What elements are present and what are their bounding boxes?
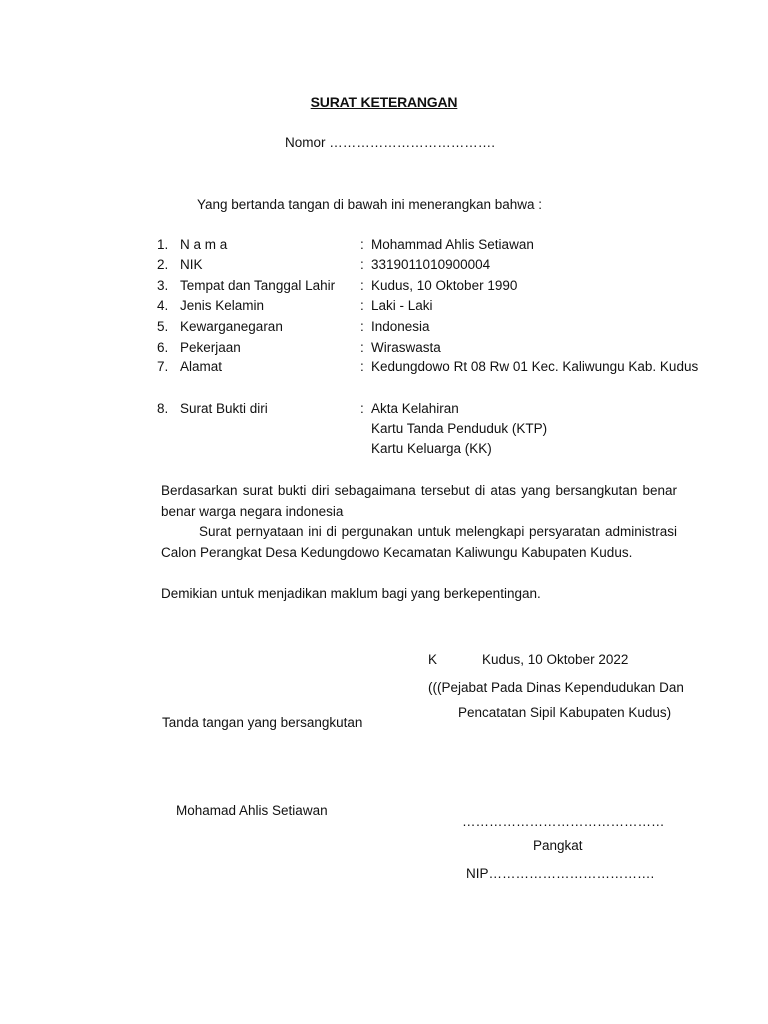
row-colon: : — [360, 340, 364, 355]
data-row — [157, 278, 717, 298]
paragraph-purpose: Surat pernyataan ini di pergunakan untuk melengkapi persyaratan administrasi Calon Perangkat Desa Kedungdowo Kecamatan Kaliwungu Kabupaten Kudus. — [161, 524, 677, 560]
data-row — [157, 237, 717, 257]
row-colon: : — [360, 359, 364, 374]
row-colon: : — [360, 237, 364, 252]
row-colon: : — [360, 257, 364, 272]
signatory-name: Mohamad Ahlis Setiawan — [176, 803, 328, 818]
row-number: 8. — [157, 401, 169, 416]
row-number: 2. — [157, 257, 169, 272]
row-colon: : — [360, 278, 364, 293]
signature-label-left: Tanda tangan yang bersangkutan — [162, 715, 363, 730]
row-number: 1. — [157, 237, 169, 252]
row-colon: : — [360, 319, 364, 334]
data-row — [157, 298, 717, 318]
row-value: Kudus, 10 Oktober 1990 — [371, 278, 518, 293]
row-label: Surat Bukti diri — [180, 401, 268, 416]
proof-value-2: Kartu Tanda Penduduk (KTP) — [371, 421, 548, 436]
paragraph-basis: Berdasarkan surat bukti diri sebagaimana tersebut di atas yang bersangkutan benar benar warga negara indonesia — [161, 483, 677, 519]
row-number: 7. — [157, 359, 169, 374]
row-colon: : — [360, 298, 364, 313]
row-label: NIK — [180, 257, 203, 272]
row-label: Pekerjaan — [180, 340, 241, 355]
official-title-line1: (((Pejabat Pada Dinas Kependudukan Dan — [428, 680, 684, 695]
place-prefix: K — [428, 652, 438, 667]
proof-row — [157, 421, 717, 441]
official-title-line2: Pencatatan Sipil Kabupaten Kudus) — [458, 705, 672, 720]
row-value: Kedungdowo Rt 08 Rw 01 Kec. Kaliwungu Kab. Kudus — [371, 359, 699, 374]
row-colon: : — [360, 401, 364, 416]
data-row — [157, 319, 717, 339]
row-value: Indonesia — [371, 319, 430, 334]
place-date: Kudus, 10 Oktober 2022 — [482, 652, 629, 667]
row-value: Mohammad Ahlis Setiawan — [371, 237, 534, 252]
intro-text: Yang bertanda tangan di bawah ini menerangkan bahwa : — [197, 197, 543, 212]
document-title: SURAT KETERANGAN — [310, 94, 458, 110]
row-number: 3. — [157, 278, 169, 293]
letter-number: Nomor ………………………………. — [285, 135, 496, 150]
row-label: N a m a — [180, 237, 228, 252]
row-label: Alamat — [180, 359, 223, 374]
proof-row — [157, 441, 717, 461]
row-label: Kewarganegaran — [180, 319, 283, 334]
proof-row — [157, 401, 717, 421]
closing-text: Demikian untuk menjadikan maklum bagi yang berkepentingan. — [161, 586, 541, 601]
proof-value-1: Akta Kelahiran — [371, 401, 459, 416]
data-row — [157, 340, 717, 360]
row-label: Tempat dan Tanggal Lahir — [180, 278, 336, 293]
nip-field: NIP………………………………. — [466, 866, 655, 881]
signature-dotted-line: ……………………………………… — [462, 814, 665, 829]
rank-label: Pangkat — [533, 838, 583, 853]
row-value: 3319011010900004 — [371, 257, 491, 272]
row-number: 4. — [157, 298, 169, 313]
row-value: Wiraswasta — [371, 340, 441, 355]
data-row — [157, 359, 717, 379]
row-number: 5. — [157, 319, 169, 334]
proof-value-3: Kartu Keluarga (KK) — [371, 441, 492, 456]
row-number: 6. — [157, 340, 169, 355]
data-row — [157, 257, 717, 277]
row-label: Jenis Kelamin — [180, 298, 265, 313]
row-value: Laki - Laki — [371, 298, 433, 313]
